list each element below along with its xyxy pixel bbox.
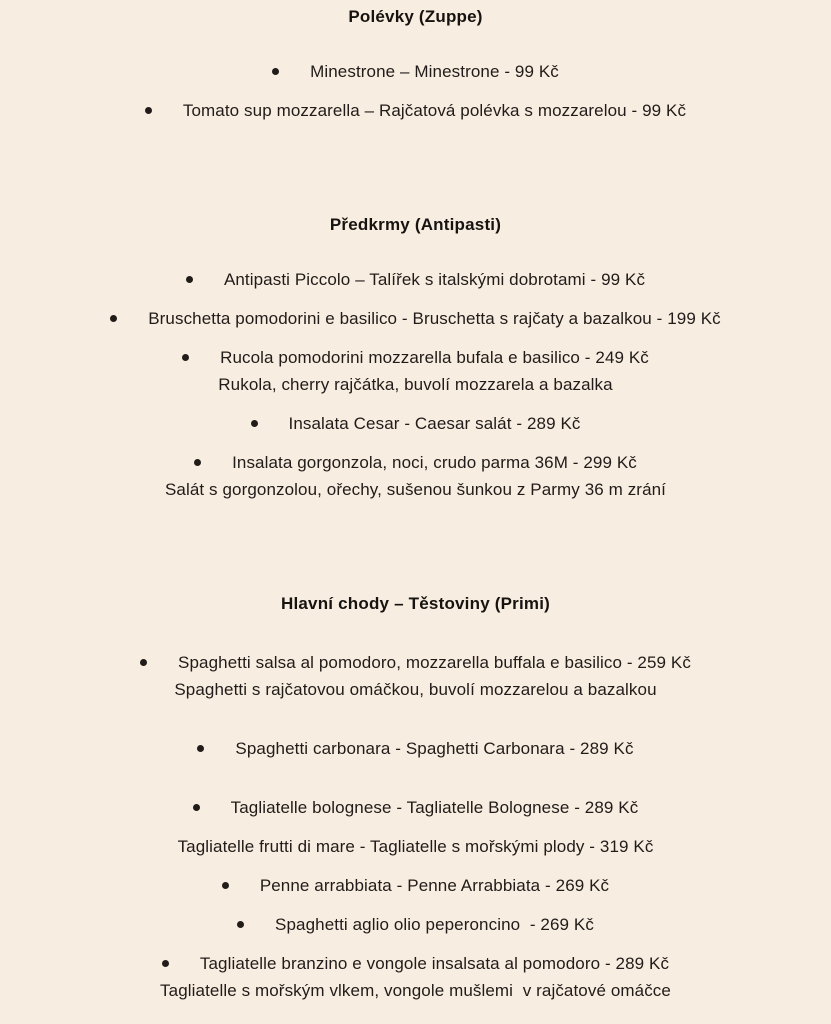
menu-item-subtext: Spaghetti s rajčatovou omáčkou, buvolí mozzarelou a bazalkou: [174, 680, 657, 699]
menu-item: [0, 346, 831, 397]
menu-item-text: Bruschetta pomodorini e basilico - Bruschetta s rajčaty a bazalkou - 199 Kč: [148, 309, 721, 328]
menu-item: [0, 99, 831, 123]
menu-item: [0, 913, 831, 937]
bullet-icon: [237, 921, 244, 928]
menu-item-subtext: Rukola, cherry rajčátka, buvolí mozzarela a bazalka: [218, 375, 613, 394]
bullet-icon: [145, 107, 152, 114]
menu-item: [0, 651, 831, 702]
menu-item-subtext: Salát s gorgonzolou, ořechy, sušenou šunkou z Parmy 36 m zrání: [164, 480, 667, 499]
bullet-icon: [110, 315, 117, 322]
bullet-icon: [162, 960, 169, 967]
menu-item: [0, 796, 831, 820]
menu-item: [0, 737, 831, 761]
menu-item-text: Insalata gorgonzola, noci, crudo parma 36M - 299 Kč: [232, 453, 637, 472]
menu-item: [0, 60, 831, 84]
menu-section-mains-pasta: [0, 592, 831, 1003]
section-heading-mains-pasta: Hlavní chody – Těstoviny (Primi): [280, 594, 551, 613]
menu-item-text: Tomato sup mozzarella – Rajčatová polévka s mozzarelou - 99 Kč: [182, 101, 687, 120]
bullet-icon: [182, 354, 189, 361]
menu-item: [0, 307, 831, 331]
bullet-icon: [272, 68, 279, 75]
menu-item-text: Penne arrabbiata - Penne Arrabbiata - 269 Kč: [259, 876, 610, 895]
menu-item-text: Minestrone – Minestrone - 99 Kč: [310, 62, 559, 81]
menu-item-text: Spaghetti salsa al pomodoro, mozzarella buffala e basilico - 259 Kč: [178, 653, 691, 672]
menu-item-text: Tagliatelle branzino e vongole insalsata al pomodoro - 289 Kč: [199, 954, 670, 973]
menu-section-starters: [0, 213, 831, 502]
menu-item-subtext: Tagliatelle s mořským vlkem, vongole mušlemi v rajčatové omáčce: [160, 981, 671, 1000]
menu-item-text: Insalata Cesar - Caesar salát - 289 Kč: [288, 414, 581, 433]
section-heading-starters: Předkrmy (Antipasti): [329, 215, 502, 234]
menu-item-text: Rucola pomodorini mozzarella bufala e basilico - 249 Kč: [220, 348, 649, 367]
menu-item-text: Antipasti Piccolo – Talířek s italskými dobrotami - 99 Kč: [223, 270, 646, 289]
menu-item: [0, 268, 831, 292]
menu-item-text: Spaghetti aglio olio peperoncino - 269 Kč: [275, 915, 594, 934]
bullet-icon: [193, 804, 200, 811]
menu-item-text: Spaghetti carbonara - Spaghetti Carbonara - 289 Kč: [235, 739, 634, 758]
section-heading-soups: Polévky (Zuppe): [348, 7, 483, 26]
menu-item-text: Tagliatelle frutti di mare - Tagliatelle s mořskými plody - 319 Kč: [177, 837, 654, 856]
bullet-icon: [222, 882, 229, 889]
bullet-icon: [140, 659, 147, 666]
bullet-icon: [194, 459, 201, 466]
menu-item: [0, 412, 831, 436]
menu-item: [0, 451, 831, 502]
menu-item: [0, 874, 831, 898]
menu-section-soups: [0, 5, 831, 123]
bullet-icon: [251, 420, 258, 427]
menu-item: [0, 835, 831, 859]
bullet-icon: [197, 745, 204, 752]
bullet-icon: [186, 276, 193, 283]
menu-item-text: Tagliatelle bolognese - Tagliatelle Bolognese - 289 Kč: [230, 798, 639, 817]
menu-item: [0, 952, 831, 1003]
